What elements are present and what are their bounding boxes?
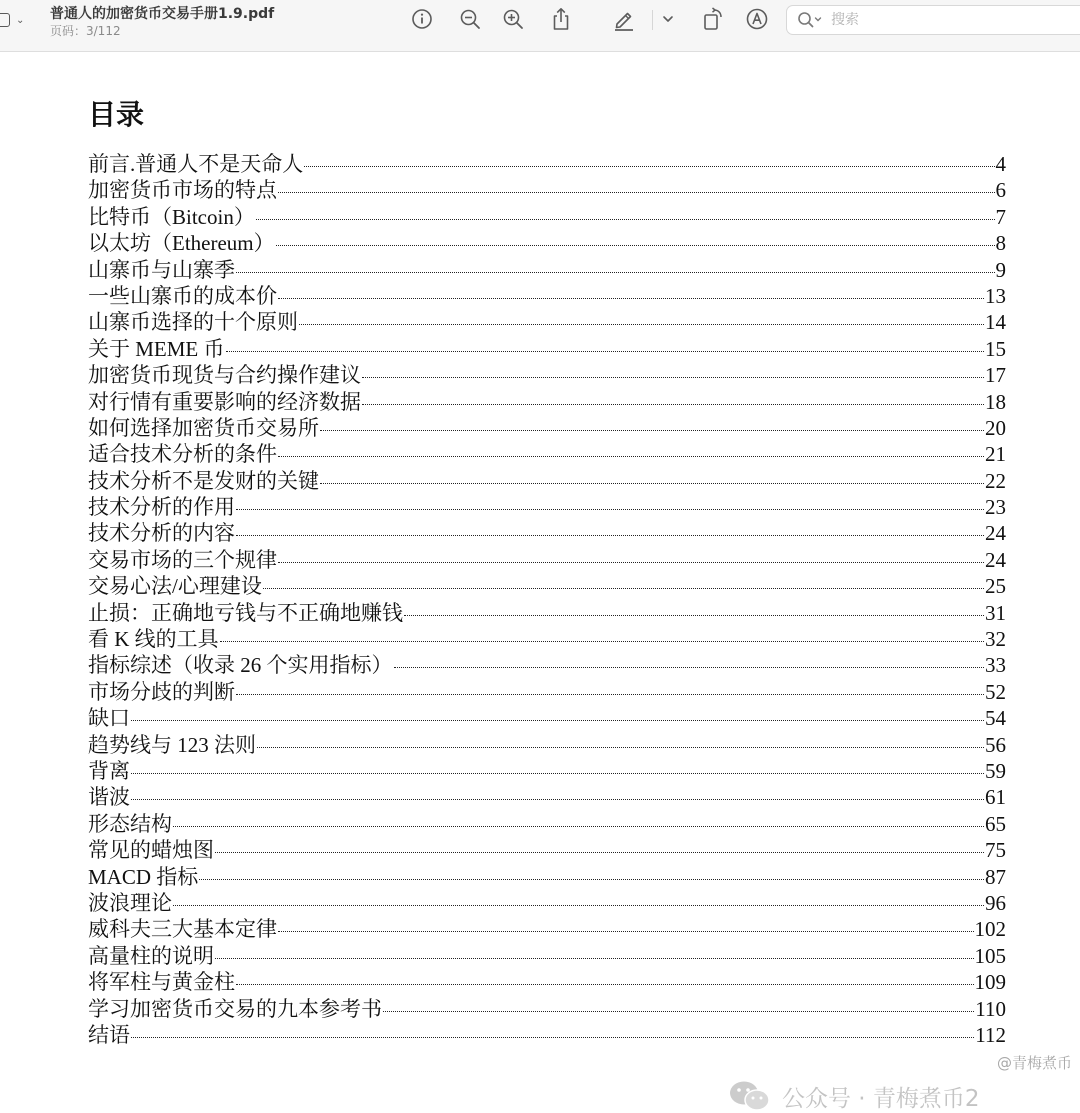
toc-entry-title: 关于 MEME 币 bbox=[88, 336, 225, 361]
toc-entry-title: 背离 bbox=[88, 758, 130, 783]
toc-entry-page: 4 bbox=[995, 152, 1006, 176]
toc-entry-title: 加密货币市场的特点 bbox=[88, 178, 277, 203]
toc-dot-leader bbox=[263, 588, 984, 589]
toc-entry-page: 9 bbox=[995, 257, 1006, 282]
toc-entry-page: 75 bbox=[985, 838, 1006, 863]
toc-entry-title: 波浪理论 bbox=[88, 890, 172, 915]
toc-dot-leader bbox=[404, 615, 984, 616]
toc-entry-title: 比特币（Bitcoin） bbox=[88, 204, 255, 229]
toc-entry-page: 31 bbox=[985, 600, 1006, 625]
toc-entry[interactable] bbox=[88, 227, 1006, 256]
toc-entry[interactable] bbox=[88, 940, 1006, 966]
toc-dot-leader bbox=[173, 905, 984, 906]
chevron-down-icon: ⌄ bbox=[16, 14, 25, 26]
page-indicator: 页码：3/112 bbox=[50, 24, 121, 38]
chevron-down-icon bbox=[661, 12, 675, 26]
toc-dot-leader bbox=[320, 483, 984, 484]
toc-entry-page: 33 bbox=[985, 653, 1006, 678]
toc-entry-title: 对行情有重要影响的经济数据 bbox=[88, 389, 361, 414]
toc-entry-title: 威科夫三大基本定律 bbox=[88, 917, 277, 942]
toc-entry-page: 25 bbox=[985, 574, 1006, 599]
toc-entry[interactable] bbox=[88, 834, 1006, 863]
toc-entry[interactable] bbox=[88, 544, 1006, 570]
toc-dot-leader bbox=[173, 826, 984, 827]
watermark-subtext: @青梅煮币 bbox=[996, 1054, 1072, 1072]
toc-dot-leader bbox=[278, 456, 984, 457]
toc-dot-leader bbox=[362, 377, 984, 378]
watermark-text: 公众号 · 青梅煮币2 bbox=[782, 1085, 980, 1112]
toc-entry-page: 6 bbox=[995, 178, 1006, 203]
toc-entry[interactable] bbox=[88, 201, 1006, 227]
toc-entry[interactable] bbox=[88, 517, 1006, 546]
share-button[interactable] bbox=[548, 6, 574, 32]
toc-dot-leader bbox=[278, 931, 974, 932]
toc-entry-title: 结语 bbox=[88, 1022, 130, 1047]
toc-entry-page: 8 bbox=[995, 231, 1006, 256]
toc-entry[interactable] bbox=[88, 729, 1006, 755]
info-button[interactable] bbox=[409, 6, 435, 32]
toc-entry[interactable] bbox=[88, 570, 1006, 599]
toc-entry-title: 技术分析不是发财的关键 bbox=[88, 468, 319, 493]
toc-dot-leader bbox=[236, 984, 974, 985]
toc-entry[interactable] bbox=[88, 623, 1006, 652]
toc-entry-page: 61 bbox=[985, 785, 1006, 810]
toc-entry-page: 21 bbox=[985, 442, 1006, 467]
sidebar-toggle-button[interactable] bbox=[0, 10, 36, 30]
toc-entry-title: 常见的蜡烛图 bbox=[88, 838, 214, 863]
toc-entry-page: 87 bbox=[985, 864, 1006, 889]
highlight-button[interactable] bbox=[611, 6, 637, 32]
toc-dot-leader bbox=[236, 535, 984, 536]
toc-list bbox=[88, 148, 1006, 1045]
toc-entry[interactable] bbox=[88, 148, 1006, 174]
toc-entry[interactable] bbox=[88, 861, 1006, 887]
toc-heading: 目录 bbox=[88, 98, 145, 131]
rotate-icon bbox=[701, 7, 725, 31]
toc-entry[interactable] bbox=[88, 808, 1006, 834]
toc-entry-page: 112 bbox=[975, 1022, 1006, 1047]
toc-entry[interactable] bbox=[88, 1019, 1006, 1045]
toc-entry[interactable] bbox=[88, 702, 1006, 731]
toc-entry[interactable] bbox=[88, 174, 1006, 203]
highlight-pen-icon bbox=[612, 7, 636, 31]
toc-dot-leader bbox=[394, 667, 985, 668]
toc-dot-leader bbox=[276, 245, 995, 246]
toc-dot-leader bbox=[131, 773, 984, 774]
toc-entry-title: 市场分歧的判断 bbox=[88, 679, 235, 704]
toc-entry[interactable] bbox=[88, 913, 1006, 942]
toc-entry-title: 缺口 bbox=[88, 706, 130, 731]
toc-entry-page: 52 bbox=[985, 679, 1006, 704]
toc-entry[interactable] bbox=[88, 597, 1006, 623]
toc-dot-leader bbox=[220, 641, 984, 642]
toc-entry-title: 高量柱的说明 bbox=[88, 943, 214, 968]
toc-entry-page: 32 bbox=[985, 627, 1006, 652]
toc-dot-leader bbox=[131, 799, 984, 800]
toc-entry-title: 一些山寨币的成本价 bbox=[88, 283, 277, 308]
zoom-in-icon bbox=[502, 8, 524, 30]
toc-entry-page: 110 bbox=[975, 996, 1006, 1021]
toc-dot-leader bbox=[236, 509, 984, 510]
zoom-out-button[interactable] bbox=[457, 6, 483, 32]
toc-dot-leader bbox=[278, 562, 984, 563]
toc-entry-page: 14 bbox=[985, 310, 1006, 335]
toc-entry-title: 如何选择加密货币交易所 bbox=[88, 415, 319, 440]
document-title: 普通人的加密货币交易手册1.9.pdf bbox=[50, 6, 275, 22]
toc-entry-title: 看 K 线的工具 bbox=[88, 627, 219, 652]
toc-entry-page: 24 bbox=[985, 521, 1006, 546]
toc-dot-leader bbox=[383, 1011, 974, 1012]
toc-entry-page: 109 bbox=[974, 970, 1006, 995]
toc-entry[interactable] bbox=[88, 386, 1006, 412]
toc-entry-page: 7 bbox=[995, 204, 1006, 229]
toc-entry-page: 17 bbox=[985, 363, 1006, 388]
toc-dot-leader bbox=[236, 272, 995, 273]
toc-entry-page: 15 bbox=[985, 336, 1006, 361]
search-icon bbox=[797, 11, 823, 29]
toc-entry-page: 56 bbox=[985, 732, 1006, 757]
toc-dot-leader bbox=[236, 694, 984, 695]
toc-entry-title: 交易心法/心理建设 bbox=[88, 574, 262, 599]
toc-entry[interactable] bbox=[88, 359, 1006, 388]
toc-entry-title: 趋势线与 123 法则 bbox=[88, 732, 256, 757]
toc-entry[interactable] bbox=[88, 465, 1006, 491]
toc-entry-page: 13 bbox=[985, 283, 1006, 308]
highlight-options-button[interactable] bbox=[655, 6, 681, 32]
search-input[interactable] bbox=[829, 11, 1063, 29]
toc-dot-leader bbox=[199, 879, 984, 880]
toc-dot-leader bbox=[278, 192, 995, 193]
markup-button[interactable] bbox=[744, 6, 770, 32]
toc-entry-title: 山寨币与山寨季 bbox=[88, 257, 235, 282]
toc-dot-leader bbox=[362, 404, 984, 405]
toc-entry[interactable] bbox=[88, 755, 1006, 781]
toc-entry-title: 技术分析的作用 bbox=[88, 495, 235, 520]
toc-entry[interactable] bbox=[88, 280, 1006, 306]
toc-entry[interactable] bbox=[88, 333, 1006, 359]
toc-entry-title: 前言.普通人不是天命人 bbox=[88, 152, 304, 176]
toc-entry[interactable] bbox=[88, 306, 1006, 335]
markup-icon bbox=[745, 7, 769, 31]
toc-entry-page: 18 bbox=[985, 389, 1006, 414]
toc-entry-page: 20 bbox=[985, 415, 1006, 440]
rotate-button[interactable] bbox=[700, 6, 726, 32]
toc-entry[interactable] bbox=[88, 254, 1006, 280]
toc-entry-title: 止损：正确地亏钱与不正确地赚钱 bbox=[88, 600, 403, 625]
pdf-page bbox=[0, 53, 1080, 1112]
toolbar-divider bbox=[652, 10, 653, 30]
toc-entry-page: 54 bbox=[985, 706, 1006, 731]
toc-dot-leader bbox=[320, 430, 984, 431]
toc-entry-title: MACD 指标 bbox=[88, 864, 199, 889]
watermark bbox=[728, 1079, 980, 1113]
toc-entry[interactable] bbox=[88, 676, 1006, 702]
toc-entry[interactable] bbox=[88, 491, 1006, 520]
toc-entry[interactable] bbox=[88, 649, 1006, 678]
toc-entry-title: 谐波 bbox=[88, 785, 130, 810]
toc-entry[interactable] bbox=[88, 993, 1006, 1019]
toc-entry-page: 105 bbox=[974, 943, 1006, 968]
toc-entry[interactable] bbox=[88, 966, 1006, 995]
toc-entry-title: 适合技术分析的条件 bbox=[88, 442, 277, 467]
toc-dot-leader bbox=[304, 166, 994, 167]
search-field[interactable] bbox=[786, 5, 1080, 35]
toc-entry-title: 山寨币选择的十个原则 bbox=[88, 310, 298, 335]
toc-entry-page: 59 bbox=[985, 758, 1006, 783]
toc-dot-leader bbox=[215, 958, 974, 959]
share-icon bbox=[550, 7, 572, 31]
toc-dot-leader bbox=[256, 219, 995, 220]
sidebar-icon bbox=[0, 13, 10, 27]
toc-entry-title: 以太坊（Ethereum） bbox=[88, 231, 275, 256]
toc-entry-page: 65 bbox=[985, 811, 1006, 836]
toc-dot-leader bbox=[299, 324, 984, 325]
toolbar bbox=[0, 0, 1080, 52]
toc-dot-leader bbox=[131, 720, 984, 721]
toc-dot-leader bbox=[131, 1037, 974, 1038]
toc-entry-page: 24 bbox=[985, 547, 1006, 572]
toc-entry-title: 交易市场的三个规律 bbox=[88, 547, 277, 572]
toc-entry-page: 22 bbox=[985, 468, 1006, 493]
toc-entry-title: 技术分析的内容 bbox=[88, 521, 235, 546]
toc-entry[interactable] bbox=[88, 438, 1006, 467]
toc-entry[interactable] bbox=[88, 781, 1006, 810]
zoom-out-icon bbox=[459, 8, 481, 30]
toc-dot-leader bbox=[226, 351, 985, 352]
wechat-icon bbox=[728, 1079, 772, 1113]
toc-entry-title: 学习加密货币交易的九本参考书 bbox=[88, 996, 382, 1021]
toc-entry-title: 指标综述（收录 26 个实用指标） bbox=[88, 653, 393, 678]
zoom-in-button[interactable] bbox=[500, 6, 526, 32]
info-icon bbox=[411, 8, 433, 30]
toc-dot-leader bbox=[215, 852, 984, 853]
toc-entry-page: 23 bbox=[985, 495, 1006, 520]
toc-entry-page: 102 bbox=[974, 917, 1006, 942]
toc-entry-page: 96 bbox=[985, 890, 1006, 915]
toc-dot-leader bbox=[257, 747, 984, 748]
toc-entry-title: 加密货币现货与合约操作建议 bbox=[88, 363, 361, 388]
toc-entry[interactable] bbox=[88, 887, 1006, 913]
toc-dot-leader bbox=[278, 298, 984, 299]
toc-entry-title: 形态结构 bbox=[88, 811, 172, 836]
toc-entry-title: 将军柱与黄金柱 bbox=[88, 970, 235, 995]
toc-entry[interactable] bbox=[88, 412, 1006, 438]
